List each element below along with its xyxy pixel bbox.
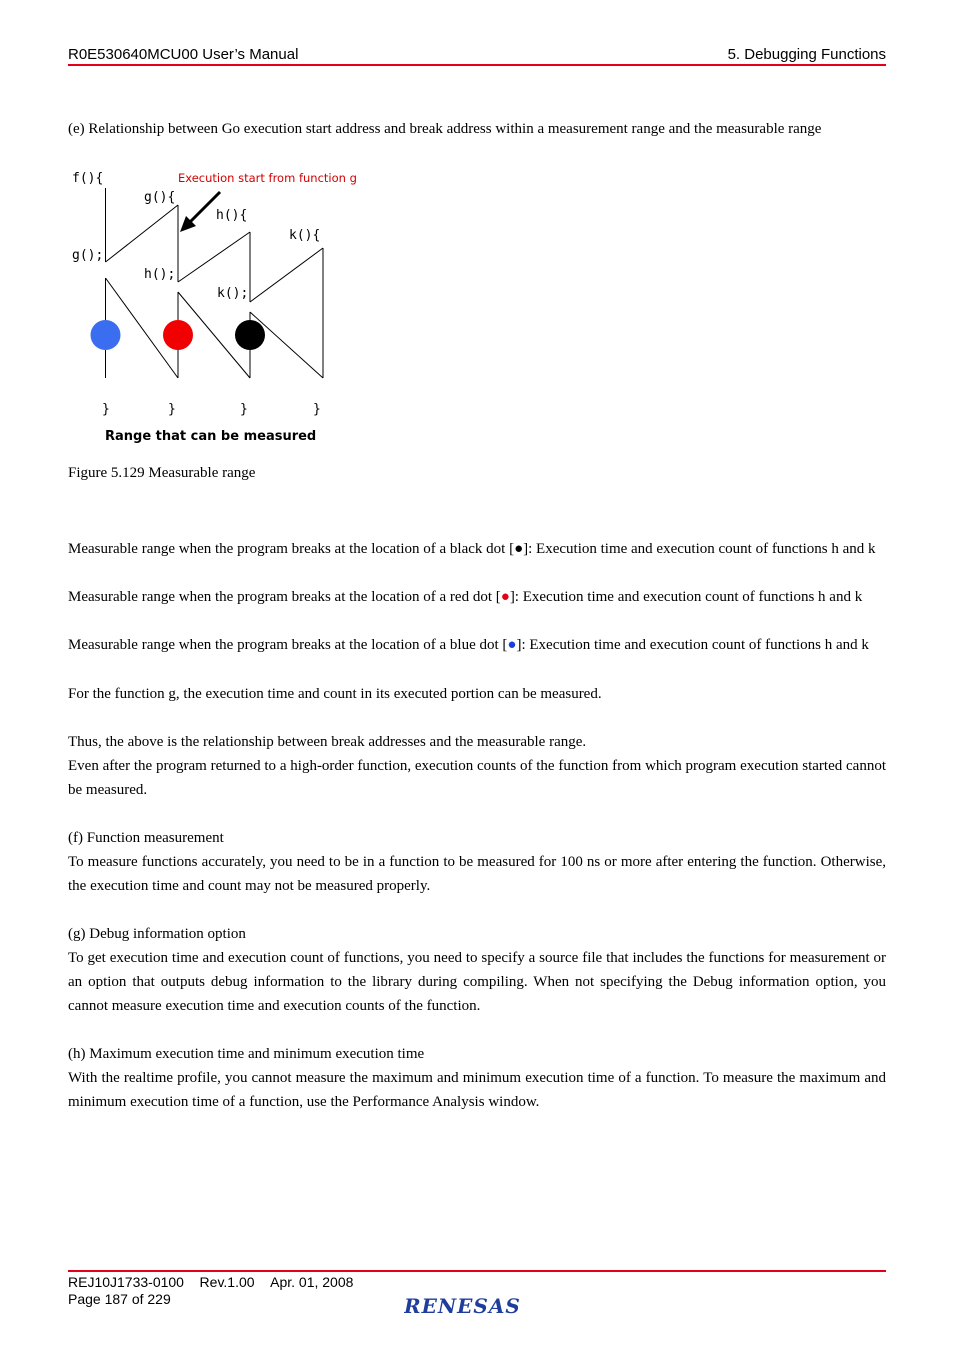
blue-dot-paragraph: Measurable range when the program breaks at the location of a blue dot [●]: Execution time and execution count of functions h and k: [68, 637, 869, 653]
k-open-label: k(){: [289, 228, 321, 243]
page-header: [68, 44, 886, 66]
page-footer: [68, 1274, 353, 1308]
figure-caption: Figure 5.129 Measurable range: [68, 465, 256, 481]
section-f-text: To measure functions accurately, you need to be in a function to be measured for 100 ns or more after entering the function. Otherwise, the execution time and count may not be measured properly.: [68, 854, 886, 894]
thus-paragraph-1: Thus, the above is the relationship between break addresses and the measurable range.: [68, 734, 587, 750]
page-number: Page 187 of 229: [68, 1291, 171, 1307]
section-f-title: (f) Function measurement: [68, 830, 224, 846]
black-dot-paragraph: Measurable range when the program breaks at the location of a black dot [●]: Execution time and execution count of functions h and k: [68, 541, 876, 557]
range-label: Range that can be measured: [105, 429, 317, 444]
svg-text:RENESAS: RENESAS: [404, 1294, 521, 1318]
close-brace-4: }: [313, 402, 321, 417]
close-brace-2: }: [168, 402, 176, 417]
h-call-label: h();: [144, 267, 176, 282]
doc-id: REJ10J1733-0100: [68, 1274, 184, 1290]
black-dot-symbol: ●: [514, 541, 524, 557]
g-rise: [106, 205, 179, 262]
g-call-label: g();: [72, 248, 104, 263]
blue-dot: [91, 320, 121, 350]
red-dot-paragraph: Measurable range when the program breaks at the location of a red dot [●]: Execution time and execution count of functions h and k: [68, 589, 863, 605]
k-rise: [250, 248, 323, 302]
section-e-title: (e) Relationship between Go execution start address and break address within a measurement range and the measurable range: [68, 121, 822, 137]
revision: Rev.1.00: [199, 1274, 255, 1290]
renesas-logo: [404, 1292, 554, 1320]
header-divider: [68, 64, 886, 66]
close-brace-3: }: [240, 402, 248, 417]
measurable-range-diagram: [68, 162, 368, 452]
k-call-label: k();: [217, 286, 249, 301]
section-h-text: With the realtime profile, you cannot measure the maximum and minimum execution time of a function. To measure the maximum and minimum execution time of a function, use the Performance Analysis window.: [68, 1070, 886, 1110]
h-rise: [178, 232, 250, 282]
section-g-title: (g) Debug information option: [68, 926, 246, 942]
footer-divider: [68, 1270, 886, 1272]
close-brace-1: }: [102, 402, 110, 417]
blue-dot-symbol: ●: [507, 637, 517, 653]
section-g-text: To get execution time and execution count of functions, you need to specify a source file that includes the functions for measurement or an option that outputs debug information to the library during compiling. When not specifying the Debug information option, you cannot measure execution time and execution counts of the function.: [68, 950, 886, 1014]
f-open-label: f(){: [72, 171, 104, 186]
manual-title: R0E530640MCU00 User’s Manual: [68, 46, 299, 63]
g-open-label: g(){: [144, 190, 176, 205]
g-note-paragraph: For the function g, the execution time and count in its executed portion can be measured.: [68, 686, 602, 702]
annotation-label: Execution start from function g: [178, 171, 357, 185]
thus-paragraph-2: Even after the program returned to a high-order function, execution counts of the function from which program execution started cannot be measured.: [68, 758, 886, 798]
section-h-title: (h) Maximum execution time and minimum execution time: [68, 1046, 425, 1062]
black-dot: [235, 320, 265, 350]
h-open-label: h(){: [216, 208, 248, 223]
red-dot: [163, 320, 193, 350]
issue-date: Apr. 01, 2008: [270, 1274, 354, 1290]
chapter-title: 5. Debugging Functions: [727, 46, 886, 63]
red-dot-symbol: ●: [500, 589, 510, 605]
